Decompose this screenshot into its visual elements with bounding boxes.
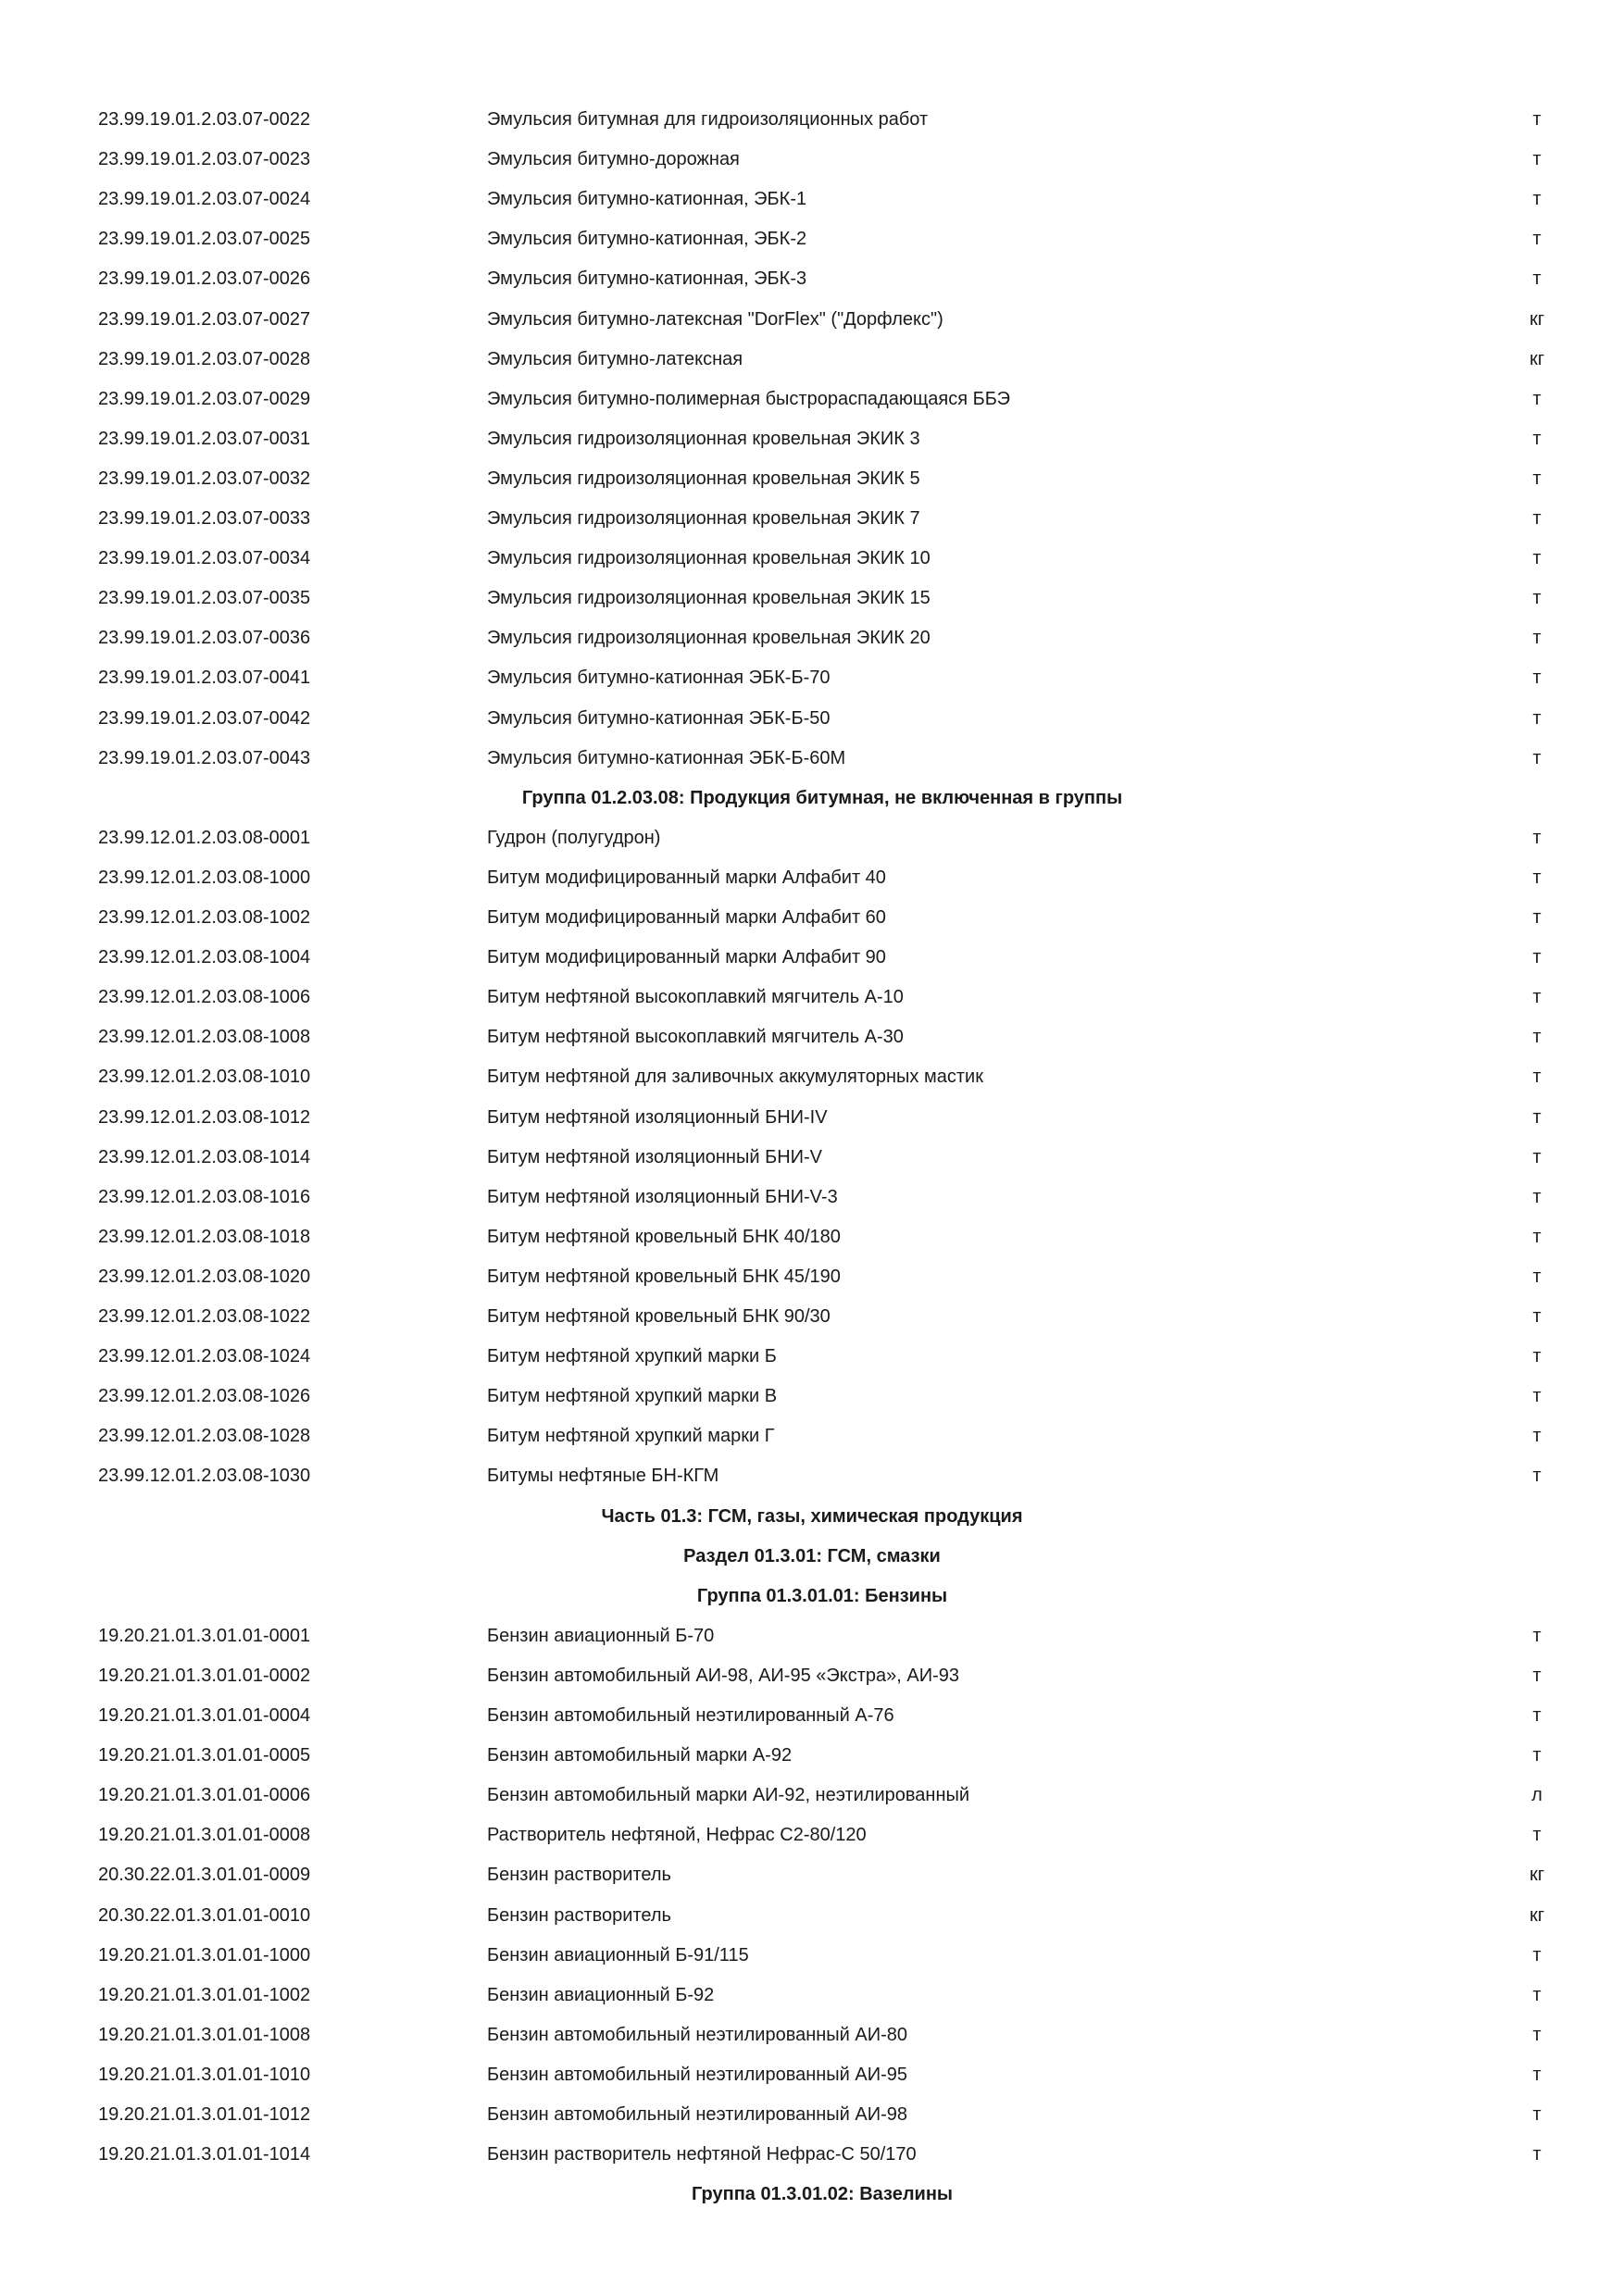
unit-of-measure: т (1532, 747, 1542, 768)
resource-name: Эмульсия битумно-катионная ЭБК-Б-70 (487, 668, 831, 689)
resource-name: Эмульсия гидроизоляционная кровельная ЭКИК 3 (487, 428, 920, 449)
resource-code: 23.99.19.01.2.03.07-0026 (98, 268, 311, 290)
resource-name: Эмульсия гидроизоляционная кровельная ЭКИК 20 (487, 628, 931, 649)
unit-of-measure: т (1532, 1266, 1542, 1287)
unit-of-measure: т (1532, 2064, 1542, 2085)
unit-of-measure: т (1532, 2024, 1542, 2045)
resource-name: Бензин авиационный Б-91/115 (487, 1944, 749, 1965)
unit-of-measure: т (1532, 707, 1542, 729)
table-row (0, 539, 1624, 579)
resource-code: 23.99.19.01.2.03.07-0032 (98, 468, 311, 489)
resource-name: Битум нефтяной изоляционный БНИ-V-3 (487, 1186, 838, 1207)
table-row (0, 1456, 1624, 1496)
resource-code: 19.20.21.01.3.01.01-1008 (98, 2024, 311, 2045)
unit-of-measure: т (1532, 1426, 1542, 1447)
unit-of-measure: т (1532, 1306, 1542, 1327)
table-row (0, 1416, 1624, 1456)
resource-name: Битум нефтяной высокоплавкий мягчитель А-10 (487, 987, 904, 1008)
table-row (0, 1178, 1624, 1217)
resource-code: 23.99.12.01.2.03.08-1000 (98, 867, 311, 888)
resource-name: Битум нефтяной кровельный БНК 40/180 (487, 1226, 841, 1247)
resource-name: Бензин автомобильный неэтилированный АИ-80 (487, 2024, 908, 2045)
resource-code: 23.99.19.01.2.03.07-0036 (98, 628, 311, 649)
unit-of-measure: т (1532, 229, 1542, 250)
resource-code: 23.99.12.01.2.03.08-1004 (98, 947, 311, 968)
resource-code: 19.20.21.01.3.01.01-1010 (98, 2064, 311, 2085)
resource-name: Бензин автомобильный неэтилированный АИ-95 (487, 2064, 908, 2085)
unit-of-measure: т (1532, 987, 1542, 1008)
resource-code: 23.99.12.01.2.03.08-1010 (98, 1067, 311, 1088)
resource-code: 23.99.12.01.2.03.08-1014 (98, 1146, 311, 1167)
table-row (0, 1017, 1624, 1057)
resource-code: 23.99.19.01.2.03.07-0029 (98, 388, 311, 409)
unit-of-measure: т (1532, 428, 1542, 449)
resource-code: 19.20.21.01.3.01.01-0001 (98, 1625, 311, 1646)
table-row (0, 100, 1624, 140)
unit-of-measure: т (1532, 1067, 1542, 1088)
resource-code: 19.20.21.01.3.01.01-0004 (98, 1705, 311, 1726)
unit-of-measure: т (1532, 1705, 1542, 1726)
resource-name: Эмульсия битумно-катионная, ЭБК-3 (487, 268, 807, 290)
unit-of-measure: т (1532, 2104, 1542, 2125)
table-row (0, 579, 1624, 618)
unit-of-measure: кг (1529, 348, 1545, 369)
resource-name: Бензин автомобильный марки А-92 (487, 1745, 793, 1766)
resource-code: 23.99.19.01.2.03.07-0042 (98, 707, 311, 729)
table-row (0, 898, 1624, 938)
unit-of-measure: т (1532, 867, 1542, 888)
table-row (0, 1098, 1624, 1138)
table-row (0, 1696, 1624, 1736)
resource-name: Битум модифицированный марки Алфабит 60 (487, 907, 886, 928)
resource-name: Эмульсия битумно-латексная "DorFlex" ("Дорфлекс") (487, 308, 943, 330)
resource-name: Эмульсия битумно-катионная, ЭБК-2 (487, 229, 807, 250)
resource-code: 23.99.19.01.2.03.07-0031 (98, 428, 311, 449)
unit-of-measure: кг (1529, 1865, 1545, 1886)
table-row (0, 1057, 1624, 1097)
table-row (0, 1736, 1624, 1776)
resource-name: Эмульсия битумно-катионная ЭБК-Б-60М (487, 747, 846, 768)
table-row (0, 180, 1624, 219)
table-row (0, 978, 1624, 1017)
unit-of-measure: т (1532, 668, 1542, 689)
table-row (0, 1297, 1624, 1337)
resource-name: Эмульсия гидроизоляционная кровельная ЭКИК 10 (487, 548, 931, 569)
unit-of-measure: т (1532, 1346, 1542, 1367)
unit-of-measure: т (1532, 268, 1542, 290)
resource-name: Битум нефтяной хрупкий марки Г (487, 1426, 775, 1447)
resource-name: Гудрон (полугудрон) (487, 827, 661, 848)
resource-code: 23.99.12.01.2.03.08-1022 (98, 1306, 311, 1327)
resource-name: Эмульсия гидроизоляционная кровельная ЭКИК 15 (487, 588, 931, 609)
resource-name: Битум нефтяной для заливочных аккумуляторных мастик (487, 1067, 983, 1088)
resource-code: 23.99.19.01.2.03.07-0022 (98, 109, 311, 130)
table-row (0, 259, 1624, 299)
table-row (0, 618, 1624, 658)
resource-name: Бензин растворитель (487, 1865, 671, 1886)
resource-name: Битум нефтяной хрупкий марки В (487, 1386, 778, 1407)
table-row (0, 419, 1624, 459)
resource-name: Бензин авиационный Б-70 (487, 1625, 715, 1646)
section-heading: Раздел 01.3.01: ГСМ, смазки (683, 1545, 941, 1566)
unit-of-measure: т (1532, 1106, 1542, 1128)
table-row (0, 499, 1624, 539)
resource-name: Битумы нефтяные БН-КГМ (487, 1466, 719, 1487)
resource-code: 23.99.12.01.2.03.08-1024 (98, 1346, 311, 1367)
unit-of-measure: т (1532, 1466, 1542, 1487)
resource-code: 20.30.22.01.3.01.01-0009 (98, 1865, 311, 1886)
table-row (0, 1896, 1624, 1936)
resource-code: 19.20.21.01.3.01.01-1012 (98, 2104, 311, 2125)
resource-code: 23.99.12.01.2.03.08-1002 (98, 907, 311, 928)
resource-name: Бензин автомобильный марки АИ-92, неэтилированный (487, 1785, 970, 1806)
resource-code: 23.99.12.01.2.03.08-0001 (98, 827, 311, 848)
unit-of-measure: т (1532, 907, 1542, 928)
resource-code: 19.20.21.01.3.01.01-0002 (98, 1665, 311, 1686)
unit-of-measure: т (1532, 1226, 1542, 1247)
resource-name: Бензин автомобильный АИ-98, АИ-95 «Экстра», АИ-93 (487, 1665, 959, 1686)
unit-of-measure: т (1532, 1944, 1542, 1965)
unit-of-measure: т (1532, 1386, 1542, 1407)
resource-code: 23.99.12.01.2.03.08-1008 (98, 1027, 311, 1048)
group-heading: Группа 01.3.01.01: Бензины (696, 1585, 948, 1606)
table-row (0, 1976, 1624, 2015)
resource-code: 23.99.19.01.2.03.07-0024 (98, 189, 311, 210)
table-row (0, 219, 1624, 259)
resource-name: Бензин автомобильный неэтилированный АИ-98 (487, 2104, 908, 2125)
unit-of-measure: т (1532, 1825, 1542, 1846)
group-heading: Группа 01.2.03.08: Продукция битумная, не включенная в группы (521, 787, 1123, 808)
group-heading-row (0, 1577, 1624, 1616)
resource-code: 23.99.12.01.2.03.08-1016 (98, 1186, 311, 1207)
unit-of-measure: т (1532, 588, 1542, 609)
table-row (0, 1217, 1624, 1257)
resource-name: Эмульсия гидроизоляционная кровельная ЭКИК 7 (487, 508, 920, 529)
unit-of-measure: л (1531, 1785, 1543, 1806)
table-row (0, 1377, 1624, 1416)
resource-code: 23.99.19.01.2.03.07-0023 (98, 149, 311, 170)
resource-name: Битум модифицированный марки Алфабит 40 (487, 867, 886, 888)
resource-name: Битум нефтяной высокоплавкий мягчитель А-30 (487, 1027, 904, 1048)
group-heading-row (0, 2175, 1624, 2215)
table-row (0, 2095, 1624, 2135)
table-row (0, 459, 1624, 499)
unit-of-measure: т (1532, 1625, 1542, 1646)
unit-of-measure: т (1532, 109, 1542, 130)
unit-of-measure: т (1532, 388, 1542, 409)
resource-code: 23.99.12.01.2.03.08-1012 (98, 1106, 311, 1128)
resource-name: Битум нефтяной кровельный БНК 45/190 (487, 1266, 841, 1287)
resource-code: 23.99.12.01.2.03.08-1018 (98, 1226, 311, 1247)
unit-of-measure: т (1532, 1027, 1542, 1048)
resource-name: Битум нефтяной хрупкий марки Б (487, 1346, 777, 1367)
table-row (0, 658, 1624, 698)
unit-of-measure: кг (1529, 1904, 1545, 1926)
resource-code: 23.99.19.01.2.03.07-0035 (98, 588, 311, 609)
resource-name: Эмульсия битумно-катионная, ЭБК-1 (487, 189, 807, 210)
unit-of-measure: т (1532, 628, 1542, 649)
resource-code: 19.20.21.01.3.01.01-1014 (98, 2144, 311, 2165)
table-row (0, 739, 1624, 779)
table-row (0, 1936, 1624, 1976)
resource-code: 23.99.19.01.2.03.07-0034 (98, 548, 311, 569)
section-heading-row (0, 1537, 1624, 1577)
resource-name: Эмульсия битумно-катионная ЭБК-Б-50 (487, 707, 831, 729)
resource-code: 23.99.19.01.2.03.07-0028 (98, 348, 311, 369)
resource-code: 19.20.21.01.3.01.01-0005 (98, 1745, 311, 1766)
resource-code: 23.99.12.01.2.03.08-1006 (98, 987, 311, 1008)
unit-of-measure: т (1532, 1745, 1542, 1766)
resource-code: 23.99.19.01.2.03.07-0025 (98, 229, 311, 250)
unit-of-measure: т (1532, 1186, 1542, 1207)
resource-code: 23.99.19.01.2.03.07-0033 (98, 508, 311, 529)
unit-of-measure: т (1532, 189, 1542, 210)
unit-of-measure: т (1532, 1146, 1542, 1167)
table-row (0, 818, 1624, 858)
resource-code: 23.99.19.01.2.03.07-0027 (98, 308, 311, 330)
group-heading: Группа 01.3.01.02: Вазелины (691, 2184, 953, 2205)
unit-of-measure: т (1532, 548, 1542, 569)
resource-name: Растворитель нефтяной, Нефрас С2-80/120 (487, 1825, 867, 1846)
unit-of-measure: кг (1529, 308, 1545, 330)
resource-name: Битум модифицированный марки Алфабит 90 (487, 947, 886, 968)
table-row (0, 1138, 1624, 1178)
table-row (0, 300, 1624, 340)
part-heading-row (0, 1497, 1624, 1537)
resource-code: 23.99.19.01.2.03.07-0041 (98, 668, 311, 689)
group-heading-row (0, 779, 1624, 818)
resource-code: 23.99.12.01.2.03.08-1020 (98, 1266, 311, 1287)
resource-code: 19.20.21.01.3.01.01-0008 (98, 1825, 311, 1846)
resource-name: Бензин растворитель (487, 1904, 671, 1926)
unit-of-measure: т (1532, 1665, 1542, 1686)
resource-name: Бензин автомобильный неэтилированный А-76 (487, 1705, 894, 1726)
unit-of-measure: т (1532, 827, 1542, 848)
table-row (0, 1337, 1624, 1377)
table-row (0, 140, 1624, 180)
table-row (0, 2055, 1624, 2095)
resource-name: Битум нефтяной изоляционный БНИ-IV (487, 1106, 828, 1128)
table-row (0, 2135, 1624, 2175)
resource-name: Бензин растворитель нефтяной Нефрас-С 50/170 (487, 2144, 917, 2165)
resource-code: 20.30.22.01.3.01.01-0010 (98, 1904, 311, 1926)
resource-code: 19.20.21.01.3.01.01-1000 (98, 1944, 311, 1965)
resource-name: Битум нефтяной изоляционный БНИ-V (487, 1146, 823, 1167)
table-row (0, 340, 1624, 380)
resource-code: 19.20.21.01.3.01.01-0006 (98, 1785, 311, 1806)
table-row (0, 1257, 1624, 1297)
table-row (0, 858, 1624, 898)
resource-code: 23.99.19.01.2.03.07-0043 (98, 747, 311, 768)
resource-name: Эмульсия битумно-дорожная (487, 149, 740, 170)
unit-of-measure: т (1532, 508, 1542, 529)
part-heading: Часть 01.3: ГСМ, газы, химическая продукция (601, 1505, 1023, 1527)
resource-code: 23.99.12.01.2.03.08-1028 (98, 1426, 311, 1447)
unit-of-measure: т (1532, 468, 1542, 489)
table-row (0, 1656, 1624, 1696)
unit-of-measure: т (1532, 2144, 1542, 2165)
table-row (0, 1776, 1624, 1816)
unit-of-measure: т (1532, 947, 1542, 968)
resource-name: Эмульсия битумно-полимерная быстрораспадающаяся ББЭ (487, 388, 1011, 409)
resource-name: Эмульсия битумно-латексная (487, 348, 743, 369)
table-row (0, 1616, 1624, 1656)
resource-code: 23.99.12.01.2.03.08-1026 (98, 1386, 311, 1407)
resource-code: 19.20.21.01.3.01.01-1002 (98, 1984, 311, 2005)
table-row (0, 2015, 1624, 2055)
resource-name: Эмульсия битумная для гидроизоляционных работ (487, 109, 929, 130)
table-row (0, 938, 1624, 978)
unit-of-measure: т (1532, 1984, 1542, 2005)
table-row (0, 1816, 1624, 1855)
resource-name: Бензин авиационный Б-92 (487, 1984, 715, 2005)
table-row (0, 1855, 1624, 1895)
table-row (0, 380, 1624, 419)
resource-name: Эмульсия гидроизоляционная кровельная ЭКИК 5 (487, 468, 920, 489)
unit-of-measure: т (1532, 149, 1542, 170)
table-row (0, 699, 1624, 739)
resource-code: 23.99.12.01.2.03.08-1030 (98, 1466, 311, 1487)
resource-name: Битум нефтяной кровельный БНК 90/30 (487, 1306, 831, 1327)
